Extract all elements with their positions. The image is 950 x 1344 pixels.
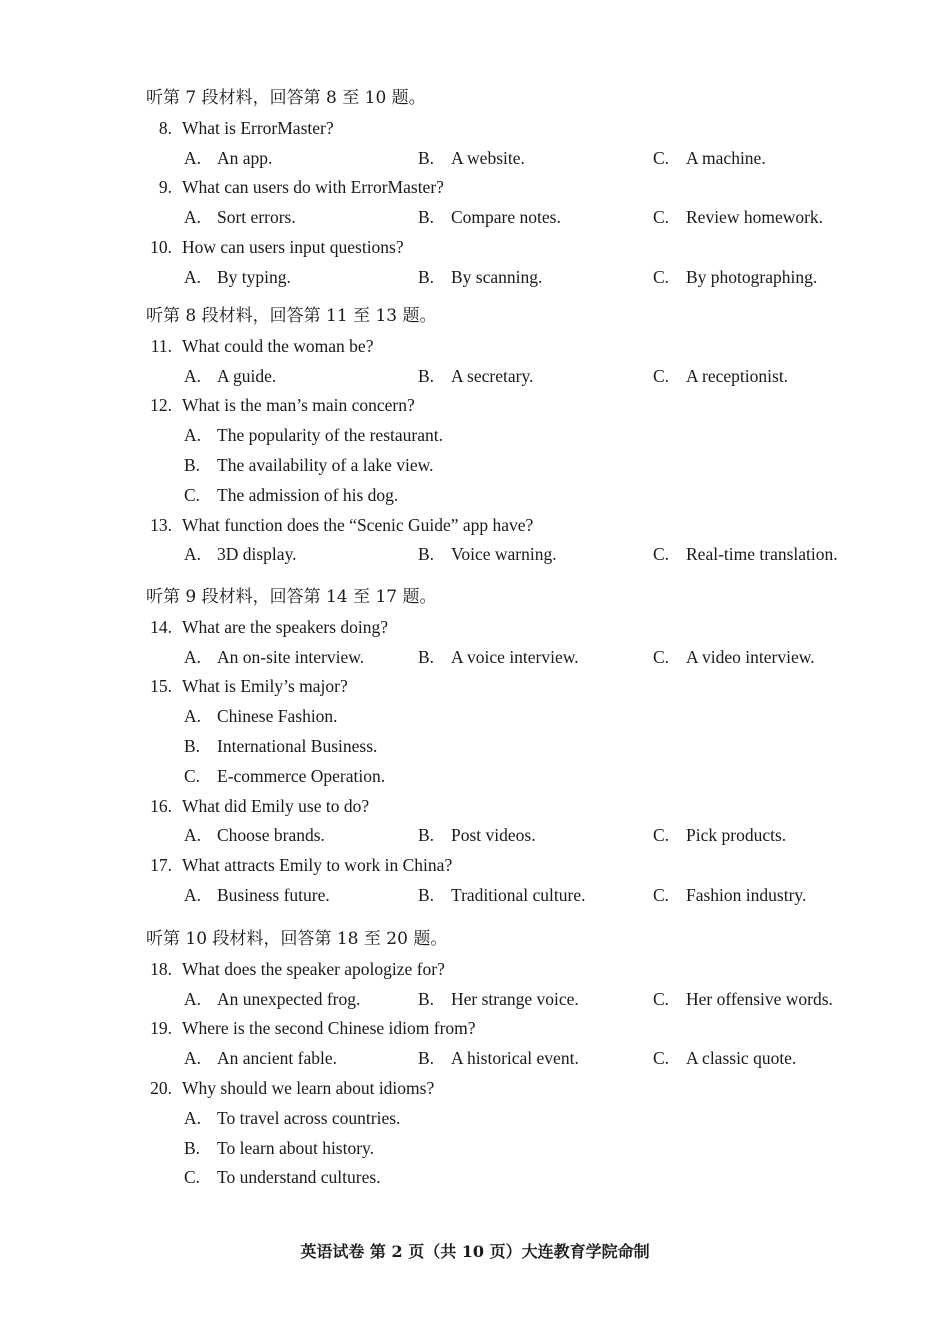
question-stem	[140, 855, 452, 875]
option-text: A website.	[451, 147, 525, 168]
option-text: Compare notes.	[451, 207, 561, 228]
answer-option	[418, 366, 533, 386]
question-number: 16.	[150, 795, 172, 816]
question-text: What could the woman be?	[182, 335, 374, 356]
answer-option	[184, 207, 296, 227]
question-stem	[140, 1078, 434, 1098]
option-label: B.	[418, 988, 435, 1009]
option-text: A receptionist.	[686, 365, 789, 386]
option-text: An ancient fable.	[217, 1048, 338, 1069]
option-label: A.	[184, 706, 202, 727]
question-text: What does the speaker apologize for?	[182, 958, 445, 979]
option-text: Business future.	[217, 885, 330, 905]
option-text: A video interview.	[686, 646, 815, 667]
option-label: C.	[653, 825, 670, 846]
question-stem	[140, 617, 388, 637]
answer-option	[653, 647, 815, 667]
option-text: Traditional culture.	[451, 885, 586, 905]
option-label: B.	[184, 736, 201, 756]
option-label: C.	[184, 484, 201, 505]
option-text: E-commerce Operation.	[217, 765, 386, 786]
section-heading: 听第 9 段材料，回答第 14 至 17 题。	[146, 587, 437, 607]
answer-option	[184, 1167, 381, 1187]
option-text: 3D display.	[217, 544, 297, 565]
answer-option	[184, 455, 434, 475]
option-label: C.	[184, 1167, 201, 1188]
answer-option	[653, 885, 806, 905]
option-text: A historical event.	[451, 1048, 579, 1069]
question-number: 8.	[158, 117, 172, 138]
question-stem	[140, 336, 373, 356]
option-label: A.	[184, 1107, 202, 1128]
option-text: International Business.	[217, 736, 378, 756]
option-label: C.	[653, 544, 670, 565]
question-number: 18.	[150, 958, 172, 979]
answer-option	[653, 366, 788, 386]
section-heading: 听第 8 段材料，回答第 11 至 13 题。	[146, 306, 437, 326]
question-number: 11.	[150, 335, 172, 356]
question-text: Why should we learn about idioms?	[182, 1078, 435, 1098]
option-label: C.	[653, 147, 670, 168]
option-label: B.	[418, 1048, 435, 1069]
answer-option	[184, 1048, 337, 1068]
answer-option	[418, 989, 579, 1009]
option-label: C.	[653, 988, 670, 1009]
option-text: An unexpected frog.	[217, 988, 361, 1009]
question-number: 12.	[150, 395, 172, 416]
question-number: 13.	[150, 514, 172, 535]
question-stem	[140, 118, 334, 138]
answer-option	[418, 267, 542, 287]
option-label: A.	[184, 885, 202, 905]
option-text: Sort errors.	[217, 207, 296, 228]
question-number: 19.	[150, 1018, 172, 1039]
option-text: A classic quote.	[686, 1048, 797, 1069]
option-label: A.	[184, 1048, 202, 1069]
option-label: A.	[184, 147, 202, 168]
answer-option	[418, 148, 525, 168]
answer-option	[653, 989, 833, 1009]
option-text: Her offensive words.	[686, 988, 833, 1009]
option-text: Review homework.	[686, 207, 824, 228]
option-text: By photographing.	[686, 266, 818, 287]
option-text: A secretary.	[451, 365, 534, 386]
option-label: A.	[184, 825, 202, 846]
question-text: What is Emily’s major?	[182, 676, 348, 697]
answer-option	[184, 1138, 374, 1158]
question-stem	[140, 177, 444, 197]
question-number: 14.	[150, 616, 172, 637]
option-label: B.	[418, 646, 435, 667]
question-number: 9.	[158, 177, 172, 198]
option-text: An on-site interview.	[217, 646, 365, 667]
option-label: B.	[184, 455, 201, 475]
option-text: Her strange voice.	[451, 988, 579, 1009]
option-text: The popularity of the restaurant.	[217, 425, 443, 446]
option-text: Voice warning.	[451, 544, 557, 565]
option-text: Pick products.	[686, 825, 787, 846]
option-text: To travel across countries.	[217, 1107, 401, 1128]
answer-option	[418, 647, 579, 667]
answer-option	[184, 148, 272, 168]
answer-option	[418, 885, 585, 905]
answer-option	[184, 706, 338, 726]
option-label: B.	[418, 544, 435, 565]
option-label: B.	[418, 365, 435, 386]
question-text: Where is the second Chinese idiom from?	[182, 1018, 476, 1039]
answer-option	[184, 766, 385, 786]
question-stem	[140, 515, 533, 535]
option-text: Chinese Fashion.	[217, 706, 338, 727]
answer-option	[184, 425, 443, 445]
answer-option	[653, 267, 817, 287]
option-label: A.	[184, 425, 202, 446]
answer-option	[418, 825, 536, 845]
section-heading: 听第 7 段材料，回答第 8 至 10 题。	[146, 88, 426, 108]
question-text: What can users do with ErrorMaster?	[182, 177, 444, 198]
question-stem	[140, 395, 415, 415]
answer-option	[653, 544, 838, 564]
answer-option	[418, 1048, 579, 1068]
question-text: What function does the “Scenic Guide” app have?	[182, 514, 534, 535]
option-label: B.	[418, 207, 435, 228]
option-text: Choose brands.	[217, 825, 325, 846]
question-stem	[140, 959, 445, 979]
option-label: C.	[653, 1048, 670, 1069]
option-label: C.	[653, 646, 670, 667]
option-text: Post videos.	[451, 825, 536, 846]
option-text: The admission of his dog.	[217, 484, 399, 505]
option-label: C.	[653, 885, 670, 905]
answer-option	[184, 267, 291, 287]
question-text: What is the man’s main concern?	[182, 395, 415, 416]
option-text: To understand cultures.	[217, 1167, 381, 1188]
option-text: By scanning.	[451, 266, 543, 287]
option-label: C.	[653, 207, 670, 228]
answer-option	[184, 366, 276, 386]
answer-option	[184, 1108, 400, 1128]
option-label: B.	[418, 885, 435, 905]
answer-option	[653, 1048, 796, 1068]
option-label: A.	[184, 207, 202, 228]
option-text: A voice interview.	[451, 646, 579, 667]
option-label: B.	[184, 1137, 201, 1158]
option-label: B.	[418, 825, 435, 846]
option-label: A.	[184, 365, 202, 386]
question-stem	[140, 796, 369, 816]
option-text: A machine.	[686, 147, 766, 168]
question-number: 20.	[150, 1078, 172, 1098]
answer-option	[184, 736, 377, 756]
answer-option	[653, 207, 823, 227]
answer-option	[184, 647, 364, 667]
option-label: B.	[418, 266, 435, 287]
option-text: A guide.	[217, 365, 277, 386]
question-number: 10.	[150, 237, 172, 257]
option-text: Real-time translation.	[686, 544, 838, 565]
question-text: What are the speakers doing?	[182, 616, 389, 637]
page-footer: 英语试卷 第 2 页（共 10 页）大连教育学院命制	[300, 1242, 650, 1261]
question-number: 15.	[150, 676, 172, 697]
answer-option	[653, 148, 766, 168]
question-text: What attracts Emily to work in China?	[182, 855, 453, 876]
option-label: A.	[184, 988, 202, 1009]
question-text: What did Emily use to do?	[182, 795, 370, 816]
option-label: C.	[653, 365, 670, 386]
question-stem	[140, 1018, 476, 1038]
question-stem	[140, 676, 348, 696]
option-label: C.	[184, 765, 201, 786]
option-text: Fashion industry.	[686, 885, 807, 905]
option-label: A.	[184, 646, 202, 667]
option-label: B.	[418, 147, 435, 168]
option-text: An app.	[217, 147, 273, 168]
option-text: To learn about history.	[217, 1137, 375, 1158]
answer-option	[418, 207, 561, 227]
option-text: By typing.	[217, 266, 291, 287]
option-text: The availability of a lake view.	[217, 455, 434, 475]
answer-option	[184, 885, 330, 905]
answer-option	[184, 989, 360, 1009]
answer-option	[418, 544, 557, 564]
answer-option	[653, 825, 786, 845]
answer-option	[184, 485, 398, 505]
question-text: What is ErrorMaster?	[182, 117, 334, 138]
option-label: A.	[184, 266, 202, 287]
answer-option	[184, 825, 325, 845]
question-number: 17.	[150, 855, 172, 876]
section-heading: 听第 10 段材料，回答第 18 至 20 题。	[146, 929, 448, 949]
question-stem	[140, 237, 404, 257]
question-text: How can users input questions?	[182, 237, 404, 257]
option-label: A.	[184, 544, 202, 565]
option-label: C.	[653, 266, 670, 287]
answer-option	[184, 544, 297, 564]
